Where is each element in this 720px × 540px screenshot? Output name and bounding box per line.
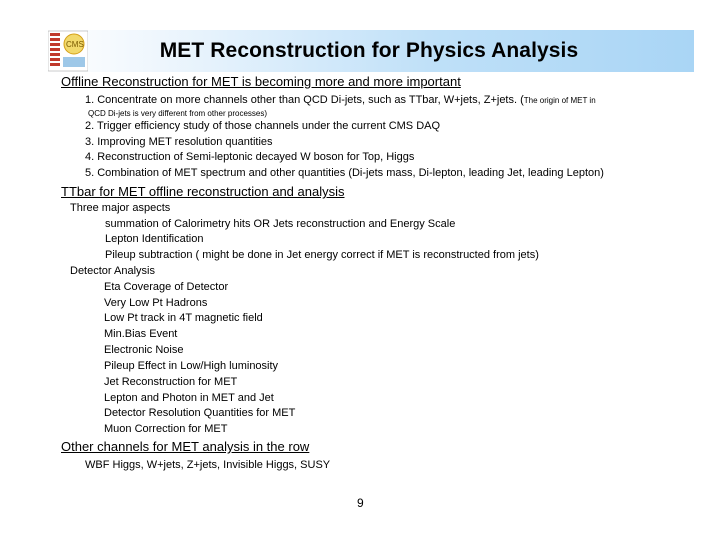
list-item: 5. Combination of MET spectrum and other quantities (Di-jets mass, Di-lepton, leading Jet, leading Lepton) bbox=[85, 167, 604, 179]
section2-heading: TTbar for MET offline reconstruction and analysis bbox=[61, 184, 345, 199]
list-item: 3. Improving MET resolution quantities bbox=[85, 136, 273, 148]
list-item: summation of Calorimetry hits OR Jets reconstruction and Energy Scale bbox=[105, 218, 456, 230]
list-item: Very Low Pt Hadrons bbox=[104, 297, 208, 309]
list-item: Min.Bias Event bbox=[104, 328, 178, 340]
section3-heading: Other channels for MET analysis in the row bbox=[61, 439, 310, 454]
list-item-text: 1. Concentrate on more channels other than QCD Di-jets, such as TTbar, W+jets, Z+jets. ( bbox=[85, 94, 524, 106]
section1-heading: Offline Reconstruction for MET is becoming more and more important bbox=[61, 74, 461, 89]
list-item: Low Pt track in 4T magnetic field bbox=[104, 312, 263, 324]
list-item: Muon Correction for MET bbox=[104, 423, 228, 435]
page-title: MET Reconstruction for Physics Analysis bbox=[159, 39, 579, 62]
page-number: 9 bbox=[357, 496, 364, 510]
list-item: Jet Reconstruction for MET bbox=[104, 376, 238, 388]
list-item: 4. Reconstruction of Semi-leptonic decayed W boson for Top, Higgs bbox=[85, 151, 415, 163]
list-item: WBF Higgs, W+jets, Z+jets, Invisible Higgs, SUSY bbox=[85, 459, 331, 471]
list-item: Eta Coverage of Detector bbox=[104, 281, 229, 293]
logo-text: CMS bbox=[66, 40, 84, 49]
list-item: Detector Resolution Quantities for MET bbox=[104, 407, 296, 419]
list-item-note: The origin of MET in bbox=[523, 96, 596, 105]
list-item: 2. Trigger efficiency study of those channels under the current CMS DAQ bbox=[85, 120, 441, 132]
list-item: Pileup Effect in Low/High luminosity bbox=[104, 360, 279, 372]
detector-label: Detector Analysis bbox=[70, 265, 155, 277]
list-item-note-continued: QCD Di-jets is very different from other processes) bbox=[88, 109, 268, 118]
list-item: Lepton and Photon in MET and Jet bbox=[104, 392, 274, 404]
aspects-label: Three major aspects bbox=[70, 202, 171, 214]
list-item: Electronic Noise bbox=[104, 344, 184, 356]
title-banner bbox=[44, 30, 694, 72]
list-item bbox=[85, 95, 596, 106]
list-item: Lepton Identification bbox=[105, 233, 204, 245]
list-item: Pileup subtraction ( might be done in Jet energy correct if MET is reconstructed from jets) bbox=[105, 249, 539, 261]
